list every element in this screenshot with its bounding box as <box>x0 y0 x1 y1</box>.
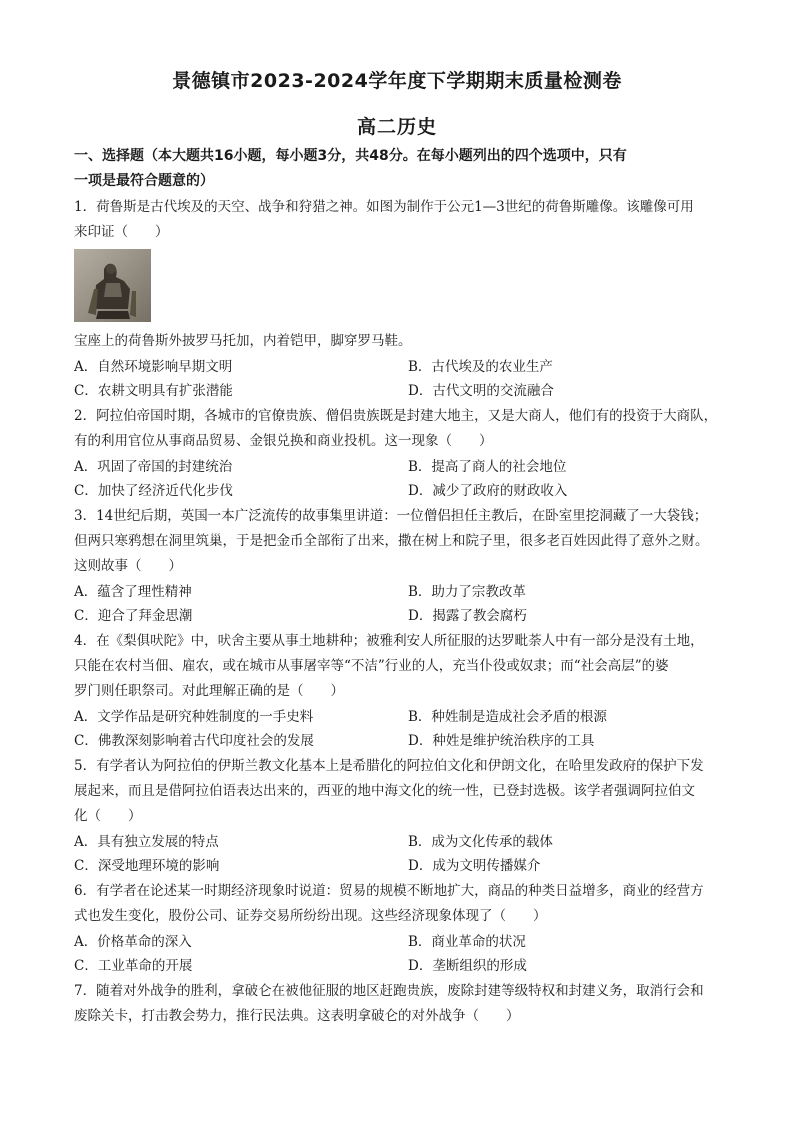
question-3-text-line-1: 3．14世纪后期，英国一本广泛流传的故事集里讲道：一位僧侣担任主教后，在卧室里挖洞藏了一大袋钱； <box>74 508 708 524</box>
question-4-text-line-2: 只能在农村当佃、雇农，或在城市从事屠宰等“不洁”行业的人，充当仆役或奴隶；而“社会高层”的婆 <box>74 658 669 674</box>
section-heading-line-1: 一、选择题（本大题共16小题，每小题3分，共48分。在每小题列出的四个选项中，只有 <box>74 148 627 164</box>
question-1-option-b[interactable]: B．古代埃及的农业生产 <box>408 359 553 375</box>
question-4-option-a[interactable]: A．文学作品是研究种姓制度的一手史料 <box>74 709 314 725</box>
horus-statue-image <box>74 249 151 322</box>
question-5-text-line-2: 展起来，而且是借阿拉伯语表达出来的，西亚的地中海文化的统一性，已登封选极。该学者强调阿拉伯文 <box>74 783 695 799</box>
question-3-text-line-2: 但两只寒鸦想在洞里筑巢，于是把金币全部衔了出来，撒在树上和院子里，很多老百姓因此得了意外之财。 <box>74 533 709 549</box>
question-2-option-b[interactable]: B．提高了商人的社会地位 <box>408 459 567 475</box>
question-4-option-d[interactable]: D．种姓是维护统治秩序的工具 <box>408 733 595 749</box>
question-6-text-line-2: 式也发生变化，股份公司、证券交易所纷纷出现。这些经济现象体现了（ ） <box>74 908 547 924</box>
question-5-text-line-3: 化（ ） <box>74 808 142 824</box>
question-6-option-b[interactable]: B．商业革命的状况 <box>408 934 526 950</box>
question-1-option-d[interactable]: D．古代文明的交流融合 <box>408 383 554 399</box>
question-3-option-b[interactable]: B．助力了宗教改革 <box>408 584 526 600</box>
question-3-option-d[interactable]: D．揭露了教会腐朽 <box>408 608 527 624</box>
question-1-option-a[interactable]: A．自然环境影响早期文明 <box>74 359 233 375</box>
question-5-option-a[interactable]: A．具有独立发展的特点 <box>74 834 219 850</box>
question-4-text-line-3: 罗门则任职祭司。对此理解正确的是（ ） <box>74 683 344 699</box>
question-7-text-line-2: 废除关卡，打击教会势力，推行民法典。这表明拿破仑的对外战争（ ） <box>74 1008 520 1024</box>
question-2-option-d[interactable]: D．减少了政府的财政收入 <box>408 483 568 499</box>
question-6-option-a[interactable]: A．价格革命的深入 <box>74 934 192 950</box>
question-5-text-line-1: 5．有学者认为阿拉伯的伊斯兰教文化基本上是希腊化的阿拉伯文化和伊朗文化，在哈里发政府的保护下发 <box>74 758 704 774</box>
question-1-caption: 宝座上的荷鲁斯外披罗马托加，内着铠甲，脚穿罗马鞋。 <box>74 333 412 349</box>
question-4-option-c[interactable]: C．佛教深刻影响着古代印度社会的发展 <box>74 733 314 749</box>
question-5-option-b[interactable]: B．成为文化传承的载体 <box>408 834 553 850</box>
section-heading-line-2: 一项是最符合题意的） <box>74 173 214 189</box>
question-6-option-d[interactable]: D．垄断组织的形成 <box>408 958 527 974</box>
question-1-text-line-1: 1．荷鲁斯是古代埃及的天空、战争和狩猎之神。如图为制作于公元1—3世纪的荷鲁斯雕像。该雕像可用 <box>74 199 694 215</box>
horus-statue-photo <box>74 249 151 322</box>
question-4-text-line-1: 4．在《梨俱吠陀》中，吠舍主要从事土地耕种；被雅利安人所征服的达罗毗荼人中有一部分是没有土地， <box>74 633 704 649</box>
question-2-option-c[interactable]: C．加快了经济近代化步伐 <box>74 483 233 499</box>
question-5-option-c[interactable]: C．深受地理环境的影响 <box>74 858 220 874</box>
question-6-option-c[interactable]: C．工业革命的开展 <box>74 958 193 974</box>
question-3-option-c[interactable]: C．迎合了拜金思潮 <box>74 608 193 624</box>
question-4-option-b[interactable]: B．种姓制是造成社会矛盾的根源 <box>408 709 607 725</box>
question-5-option-d[interactable]: D．成为文明传播媒介 <box>408 858 541 874</box>
question-2-option-a[interactable]: A．巩固了帝国的封建统治 <box>74 459 233 475</box>
exam-subject: 高二历史 <box>356 116 437 138</box>
exam-title: 景德镇市2023-2024学年度下学期期末质量检测卷 <box>172 70 622 92</box>
question-2-text-line-2: 有的利用官位从事商品贸易、金银兑换和商业投机。这一现象（ ） <box>74 433 493 449</box>
question-7-text-line-1: 7．随着对外战争的胜利，拿破仑在被他征服的地区赶跑贵族，废除封建等级特权和封建义务，取消行会和 <box>74 983 704 999</box>
question-6-text-line-1: 6．有学者在论述某一时期经济现象时说道：贸易的规模不断地扩大，商品的种类日益增多，商业的经营方 <box>74 883 704 899</box>
question-3-option-a[interactable]: A．蕴含了理性精神 <box>74 584 192 600</box>
question-3-text-line-3: 这则故事（ ） <box>74 558 182 574</box>
question-2-text-line-1: 2．阿拉伯帝国时期，各城市的官僚贵族、僧侣贵族既是封建大地主，又是大商人，他们有的投资于大商队， <box>74 408 718 424</box>
question-1-text-line-2: 来印证（ ） <box>74 224 169 240</box>
question-1-option-c[interactable]: C．农耕文明具有扩张潜能 <box>74 383 233 399</box>
